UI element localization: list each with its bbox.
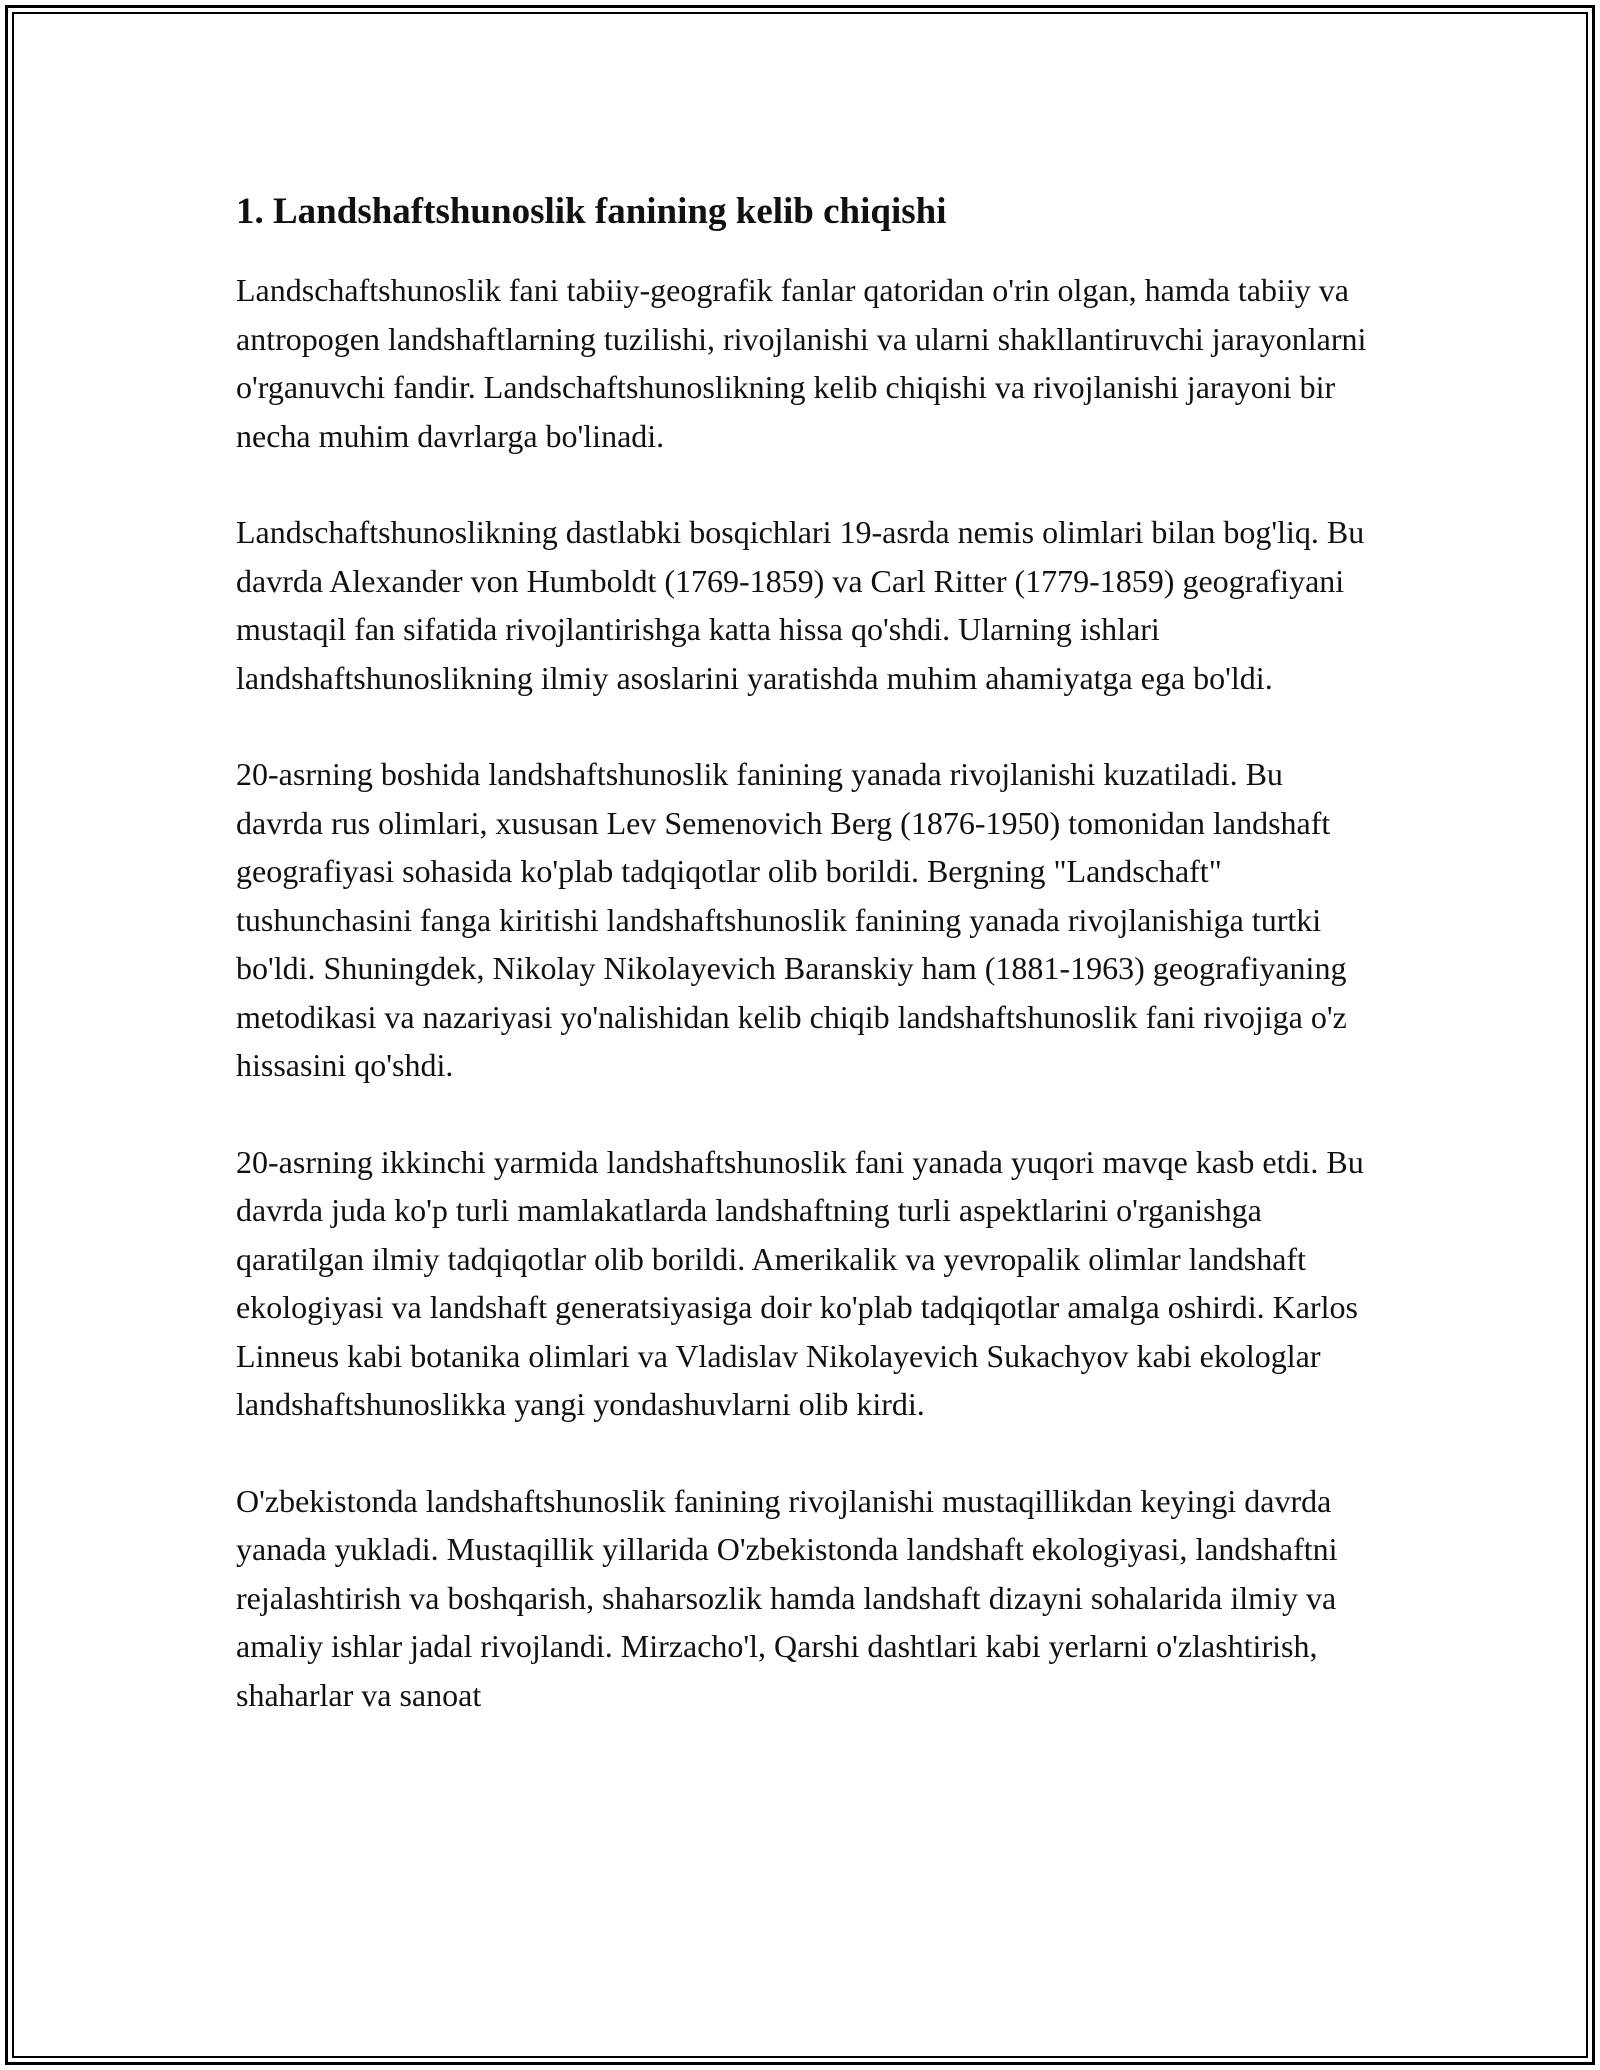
paragraph-2: Landschaftshunoslikning dastlabki bosqichlari 19-asrda nemis olimlari bilan bog'liq. Bu davrda Alexander von Humboldt (1769-1859) va Carl Ritter (1779-1859) geografiyani mustaqil fan sifatida rivojlantirishga katta hissa qo'shdi. Ularning ishlari landshaftshunoslikning ilmiy asoslarini yaratishda muhim ahamiyatga ega bo'ldi. xyxy=(236,514,1365,696)
section-heading: 1. Landshaftshunoslik fanining kelib chiqishi xyxy=(236,191,947,232)
paragraph-4: 20-asrning ikkinchi yarmida landshaftshunoslik fani yanada yuqori mavqe kasb etdi. Bu davrda juda ko'p turli mamlakatlarda landshaftning turli aspektlarini o'rganishga qaratilgan ilmiy tadqiqotlar olib borildi. Amerikalik va yevropalik olimlar landshaft ekologiyasi va landshaft generatsiyasiga doir ko'plab tadqiqotlar amalga oshirdi. Karlos Linneus kabi botanika olimlari va Vladislav Nikolayevich Sukachyov kabi ekologlar landshaftshunoslikka yangi yondashuvlarni olib kirdi. xyxy=(236,1143,1364,1422)
paragraph-5: O'zbekistonda landshaftshunoslik fanining rivojlanishi mustaqillikdan keyingi davrda yanada yukladi. Mustaqillik yillarida O'zbekistonda landshaft ekologiyasi, landshaftni rejalashtirish va boshqarish, shaharsozlik hamda landshaft dizayni sohalarida ilmiy va amaliy ishlar jadal rivojlandi. Mirzacho'l, Qarshi dashtlari kabi yerlarni o'zlashtirish, shaharlar va sanoat xyxy=(236,1482,1338,1713)
paragraph-1: Landschaftshunoslik fani tabiiy-geografik fanlar qatoridan o'rin olgan, hamda tabiiy va antropogen landshaftlarning tuzilishi, rivojlanishi va ularni shakllantiruvchi jarayonlarni o'rganuvchi fandir. Landschaftshunoslikning kelib chiqishi va rivojlanishi jarayoni bir necha muhim davrlarga bo'linadi. xyxy=(236,272,1367,454)
paragraph-3: 20-asrning boshida landshaftshunoslik fanining yanada rivojlanishi kuzatiladi. Bu davrda rus olimlari, xususan Lev Semenovich Berg (1876-1950) tomonidan landshaft geografiyasi sohasida ko'plab tadqiqotlar olib borildi. Bergning "Landschaft" tushunchasini fanga kiritishi landshaftshunoslik fanining yanada rivojlanishiga turtki bo'ldi. Shuningdek, Nikolay Nikolayevich Baranskiy ham (1881-1963) geografiyaning metodikasi va nazariyasi yo'nalishidan kelib chiqib landshaftshunoslik fani rivojiga o'z hissasini qo'shdi. xyxy=(236,756,1347,1083)
document-body xyxy=(236,188,1376,1767)
